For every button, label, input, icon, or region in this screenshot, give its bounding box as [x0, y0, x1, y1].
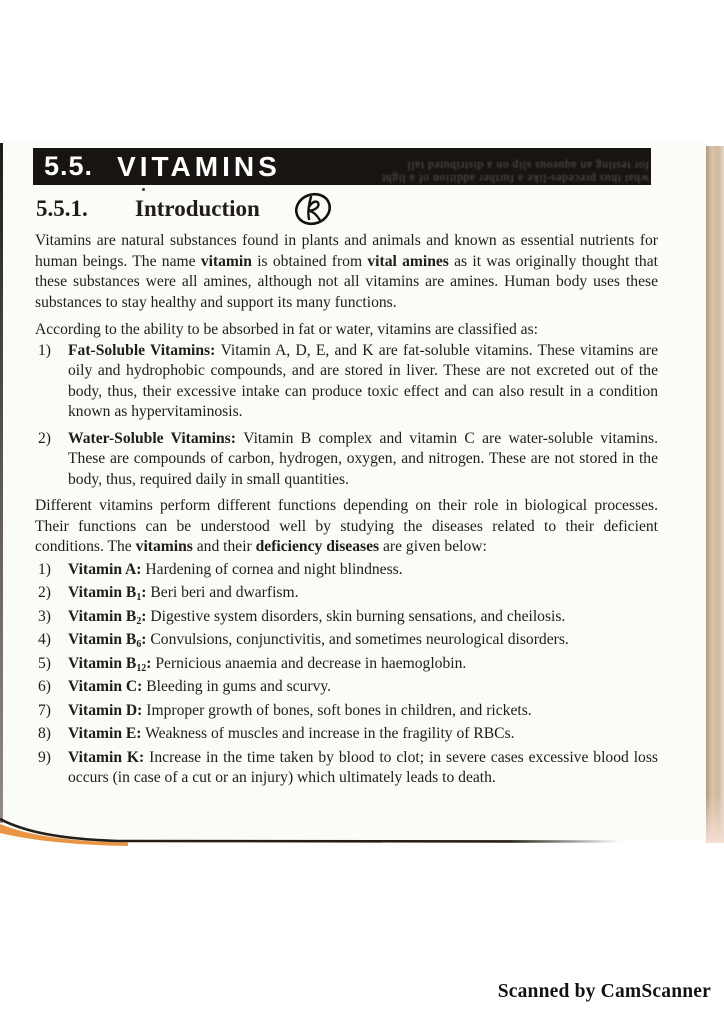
list-item	[35, 429, 658, 491]
functions-paragraph: Different vitamins perform different functions depending on their role in biological processes. Their functions can be understood well by studying the diseases related to their deficient conditions. The vitamins and their deficiency diseases are given below:	[35, 497, 658, 555]
list-item	[35, 724, 658, 745]
item-number: 4)	[38, 631, 51, 648]
item-text: Fat-Soluble Vitamins: Vitamin A, D, E, and K are fat-soluble vitamins. These vitamins are oily and hydrophobic compounds, and are stored in liver. These are not excreted out of the body, thus, their excessive intake can produce toxic effect and can also result in a condition known as hypervitaminosis.	[68, 341, 658, 420]
item-number: 1)	[38, 560, 51, 578]
list-item	[35, 607, 658, 628]
grader-circle-mark-icon	[287, 183, 339, 235]
item-text: Vitamin $B_1$: Beri beri and dwarfism.	[68, 584, 299, 603]
page-left-edge-shadow	[0, 143, 3, 823]
item-text: Vitamin D: Improper growth of bones, soft bones in children, and rickets.	[68, 701, 532, 719]
item-text: Vitamin K: Increase in the time taken by blood to clot; in severe cases excessive blood loss occurs (in case of a cut or an injury) which ultimately leads to death.	[68, 748, 658, 786]
item-number: 7)	[38, 701, 51, 719]
item-number: 9)	[38, 748, 51, 766]
list-item	[35, 630, 658, 651]
item-number: 5)	[38, 654, 51, 672]
classification-lead: According to the ability to be absorbed in fat or water, vitamins are classified as:	[35, 321, 538, 338]
item-number: 2)	[38, 584, 51, 601]
item-text: Vitamin $B_6$: Convulsions, conjunctivitis, and sometimes neurological disorders.	[68, 631, 569, 650]
item-text: Water-Soluble Vitamins: Vitamin B complex and vitamin C are water-soluble vitamins. These are compounds of carbon, hydrogen, oxygen, and nitrogen. These are not stored in the body, thus, required daily in small quantities.	[68, 429, 658, 488]
section-header-bar	[33, 148, 651, 185]
item-number: 8)	[38, 725, 51, 742]
camscanner-watermark: Scanned by CamScanner	[497, 981, 711, 1002]
page-bottom-edge-curve	[0, 806, 680, 852]
item-text: Vitamin C: Bleeding in gums and scurvy.	[68, 678, 332, 695]
item-number: 2)	[38, 429, 51, 447]
item-text: Vitamin $B_2$: Digestive system disorders, skin burning sensations, and cheilosis.	[68, 607, 566, 627]
list-item	[35, 654, 658, 675]
subsection-number: 5.5.1.	[36, 196, 88, 221]
document-body	[35, 231, 658, 792]
list-item	[35, 677, 658, 698]
list-item	[35, 583, 658, 604]
intro-paragraph: Vitamins are natural substances found in plants and animals and known as essential nutrients for human beings. The name vitamin is obtained from vital amines as it was originally thought that these substances were all amines, although not all vitamins are amines. Human body uses these substances to stay healthy and support its many functions.	[35, 232, 658, 311]
adjacent-page-edge-strip	[706, 146, 724, 843]
item-number: 6)	[38, 678, 51, 695]
subsection-heading	[36, 196, 436, 222]
print-through-ghost-text: what thus precedes-like a further addition of a light for testing an aqueous slip on a distributed tall	[381, 159, 649, 184]
list-item	[35, 341, 658, 423]
scan-speck	[142, 188, 145, 191]
deficiency-disease-list	[35, 560, 658, 789]
item-text: Vitamin A: Hardening of cornea and night blindness.	[68, 560, 403, 578]
section-header-number: 5.5.	[44, 151, 94, 181]
section-header-title: VITAMINS	[117, 150, 281, 182]
subsection-title: Introduction	[135, 196, 260, 221]
item-text: Vitamin E: Weakness of muscles and increase in the fragility of RBCs.	[68, 725, 515, 742]
item-text: Vitamin $B_{12}$: Pernicious anaemia and decrease in haemoglobin.	[68, 654, 467, 674]
list-item	[35, 701, 658, 722]
list-item	[35, 560, 658, 581]
list-item	[35, 748, 658, 789]
item-number: 3)	[38, 607, 51, 625]
item-number: 1)	[38, 341, 51, 359]
